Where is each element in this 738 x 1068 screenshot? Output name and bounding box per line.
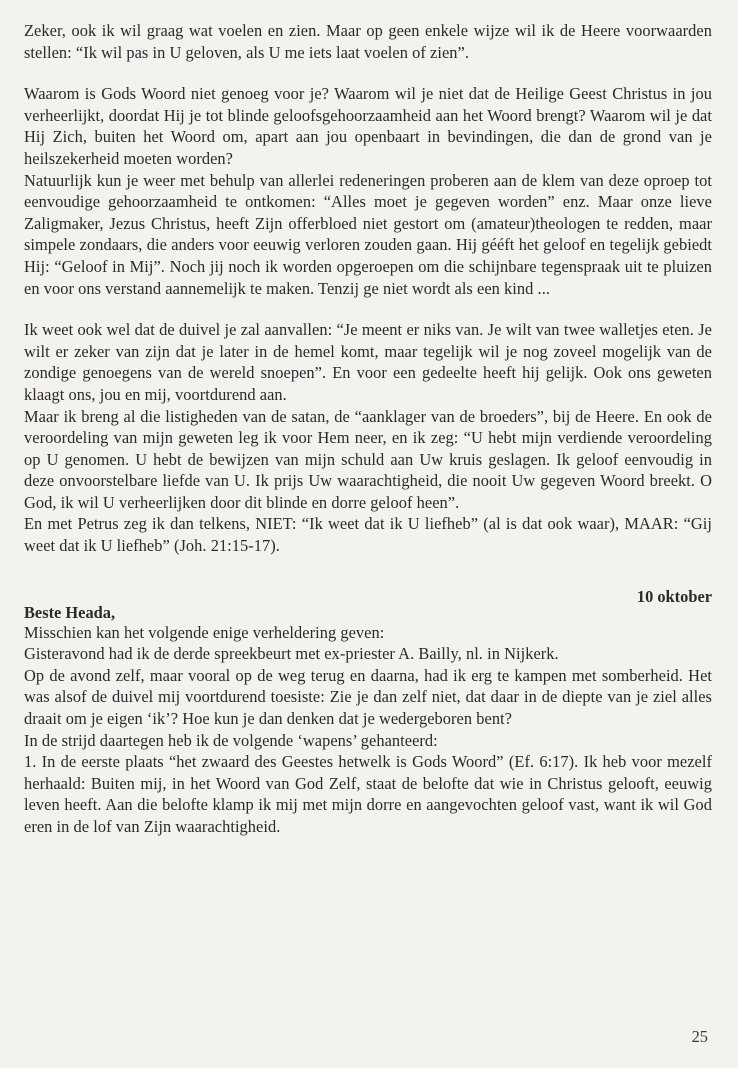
paragraph-3: Natuurlijk kun je weer met behulp van allerlei redeneringen proberen aan de klem van deze oproep tot eenvoudige gehoorzaamheid te ontkomen: “Alles moet je gegeven worden” enz. Maar onze lieve Zaligmaker, Jezus Christus, heeft Zijn offerbloed niet gestort om (amateur)theologen te redden, maar simpele zondaars, die anders voor eeuwig verloren zouden gaan. Hij gééft het geloof en tegelijk gebiedt Hij: “Geloof in Mij”. Noch jij noch ik worden opgeroepen om die schijnbare tegenspraak uit te pluizen en voor ons verstand aannemelijk te maken. Tenzij ge niet wordt als een kind ... bbox=[24, 170, 712, 298]
paragraph-6: En met Petrus zeg ik dan telkens, NIET: “Ik weet dat ik U liefheb” (al is dat ook waar), MAAR: “Gij weet dat ik U liefheb” (Joh. 21:15-17). bbox=[24, 514, 712, 556]
letter-paragraph-4: In de strijd daartegen heb ik de volgende ‘wapens’ gehanteerd: bbox=[24, 730, 438, 750]
paragraph-4: Ik weet ook wel dat de duivel je zal aanvallen: “Je meent er niks van. Je wilt van twee walletjes eten. Je wilt er zeker van zijn dat je later in de hemel komt, maar tegelijk wil je nog zoveel mogelijk van de zondige genoegens van de wereld snoepen”. En voor een gedeelte heeft hij gelijk. Ook ons geweten klaagt ons, jou en mij, voortdurend aan. bbox=[24, 320, 712, 404]
book-page bbox=[24, 20, 712, 838]
letter-paragraph-5: 1. In de eerste plaats “het zwaard des Geestes hetwelk is Gods Woord” (Ef. 6:17). Ik heb voor mezelf herhaald: Buiten mij, in het Woord van God Zelf, staat de belofte dat wie in Christus gelooft, eeuwig leven heeft. Aan die belofte klamp ik mij met mijn dorre en aangevochten geloof vast, want ik wil God eren in de lof van Zijn waarachtigheid. bbox=[24, 752, 712, 836]
letter-paragraph-2: Gisteravond had ik de derde spreekbeurt met ex-priester A. Bailly, nl. in Nijkerk. bbox=[24, 644, 559, 664]
letter-date: 10 oktober bbox=[636, 586, 712, 606]
page-number: 25 bbox=[691, 1027, 708, 1046]
paragraph-5: Maar ik breng al die listigheden van de satan, de “aanklager van de broeders”, bij de Heere. En ook de veroordeling van mijn geweten leg ik voor Hem neer, en ik zeg: “U hebt mijn verdiende veroordeling op U genomen. U hebt de bewijzen van mijn schuld aan Uw kruis geslagen. Ik geloof eenvoudig in deze onvoorstelbare liefde van U. Ik prijs Uw waarachtigheid, die nooit Uw gegeven Woord breekt. O God, ik wil U verheerlijken door dit blinde en dorre geloof heen”. bbox=[24, 406, 712, 512]
letter-paragraph-3: Op de avond zelf, maar vooral op de weg terug en daarna, had ik erg te kampen met somberheid. Het was alsof de duivel mij voortdurend toesiste: Zie je dan zelf niet, dat daar in de diepte van je ziel alles draait om je eigen ‘ik’? Hoe kun je dan denken dat je wedergeboren bent? bbox=[24, 665, 712, 729]
letter-salutation: Beste Heada, bbox=[24, 602, 116, 622]
paragraph-1: Zeker, ook ik wil graag wat voelen en zien. Maar op geen enkele wijze wil ik de Heere voorwaarden stellen: “Ik wil pas in U geloven, als U me iets laat voelen of zien”. bbox=[24, 21, 712, 62]
letter-paragraph-1: Misschien kan het volgende enige verheldering geven: bbox=[24, 622, 385, 642]
paragraph-2: Waarom is Gods Woord niet genoeg voor je? Waarom wil je niet dat de Heilige Geest Christus in jou verheerlijkt, doordat Hij je tot blinde geloofsgehoorzaamheid aan het Woord brengt? Waarom wil je dat Hij Zich, buiten het Woord om, apart aan jou openbaart in bevindingen, die dan de grond van je heilszekerheid moeten worden? bbox=[24, 84, 712, 168]
